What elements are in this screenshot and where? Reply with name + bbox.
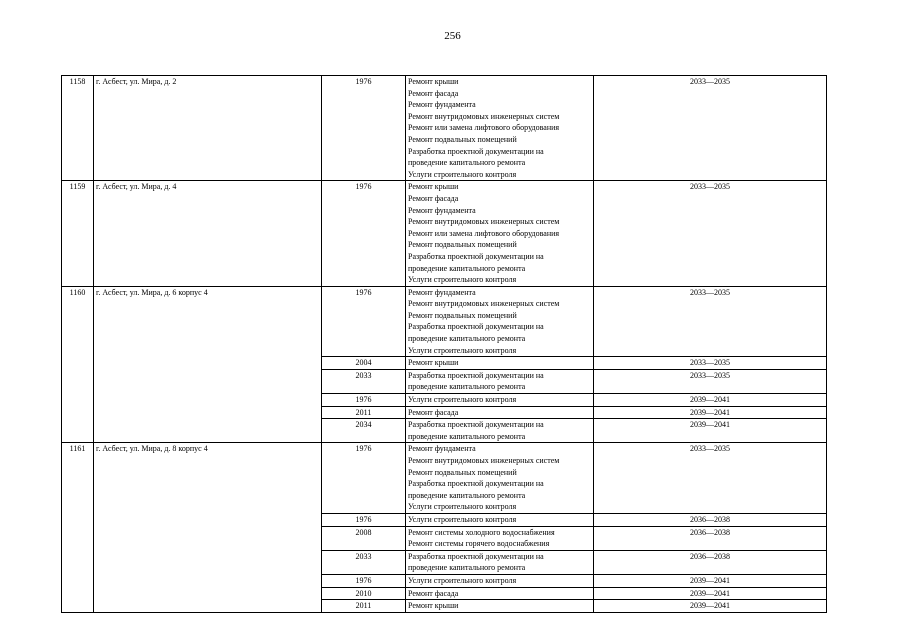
planned-period: 2039—2041 [594,574,827,587]
work-item: Разработка проектной документации на [408,322,544,332]
work-item: Ремонт или замена лифтового оборудования [408,228,560,238]
planned-period: 2036—2038 [594,513,827,526]
table-row [62,443,827,514]
work-item: Ремонт фундамента [408,205,476,215]
work-types [406,357,594,370]
work-item: Разработка проектной документации на [408,420,544,430]
commission-year: 2033 [322,550,406,574]
work-item: Ремонт подвальных помещений [408,467,517,477]
table-row [62,286,827,357]
work-item: Ремонт фасада [408,407,459,417]
work-item: Ремонт подвальных помещений [408,310,517,320]
work-types [406,443,594,514]
work-item: Ремонт фасада [408,588,459,598]
repair-schedule-body [62,76,827,613]
planned-period: 2039—2041 [594,587,827,600]
entry-address: г. Асбест, ул. Мира, д. 6 корпус 4 [94,286,322,443]
repair-schedule-table [61,75,827,613]
planned-period: 2036—2038 [594,526,827,550]
work-item: Разработка проектной документации на [408,479,544,489]
work-types [406,181,594,286]
commission-year: 2004 [322,357,406,370]
work-types [406,369,594,393]
commission-year: 1976 [322,513,406,526]
work-item: Ремонт системы холодного водоснабжения [408,527,555,537]
work-item: Ремонт фундамента [408,287,476,297]
commission-year: 1976 [322,286,406,357]
planned-period: 2039—2041 [594,419,827,443]
entry-number: 1158 [62,76,94,181]
planned-period: 2036—2038 [594,550,827,574]
work-item: Услуги строительного контроля [408,275,517,285]
work-item: Ремонт крыши [408,358,459,368]
commission-year: 1976 [322,181,406,286]
planned-period: 2039—2041 [594,600,827,613]
work-item: Ремонт или замена лифтового оборудования [408,123,560,133]
work-item: Разработка проектной документации на [408,551,544,561]
commission-year: 2011 [322,406,406,419]
work-item: Разработка проектной документации на [408,146,544,156]
planned-period: 2033—2035 [594,286,827,357]
planned-period: 2033—2035 [594,181,827,286]
work-item: проведение капитального ремонта [408,382,526,392]
work-item: Ремонт подвальных помещений [408,134,517,144]
work-types [406,286,594,357]
work-item: Разработка проектной документации на [408,251,544,261]
entry-number: 1159 [62,181,94,286]
work-item: Услуги строительного контроля [408,169,517,179]
planned-period: 2039—2041 [594,406,827,419]
work-item: Ремонт внутридомовых инженерных систем [408,111,560,121]
commission-year: 1976 [322,76,406,181]
work-types [406,587,594,600]
planned-period: 2039—2041 [594,394,827,407]
commission-year: 2011 [322,600,406,613]
work-item: Ремонт крыши [408,182,459,192]
commission-year: 2034 [322,419,406,443]
work-item: проведение капитального ремонта [408,158,526,168]
work-item: Ремонт системы горячего водоснабжения [408,539,550,549]
work-item: Услуги строительного контроля [408,395,517,405]
work-item: Ремонт фасада [408,193,459,203]
work-item: Услуги строительного контроля [408,514,517,524]
work-types [406,419,594,443]
commission-year: 2010 [322,587,406,600]
work-types [406,76,594,181]
table-row [62,76,827,181]
commission-year: 2008 [322,526,406,550]
work-item: Ремонт внутридомовых инженерных систем [408,456,560,465]
planned-period: 2033—2035 [594,357,827,370]
work-item: Ремонт внутридомовых инженерных систем [408,299,560,309]
planned-period: 2033—2035 [594,369,827,393]
entry-number: 1161 [62,443,94,612]
work-item: Ремонт крыши [408,77,459,86]
work-types [406,513,594,526]
entry-address: г. Асбест, ул. Мира, д. 8 корпус 4 [94,443,322,612]
commission-year: 2033 [322,369,406,393]
work-item: Ремонт фундамента [408,100,476,110]
planned-period: 2033—2035 [594,443,827,514]
work-item: Ремонт внутридомовых инженерных систем [408,217,560,227]
work-item: проведение капитального ремонта [408,263,526,273]
commission-year: 1976 [322,574,406,587]
table-row [62,181,827,286]
work-types [406,406,594,419]
commission-year: 1976 [322,443,406,514]
entry-number: 1160 [62,286,94,443]
work-types [406,574,594,587]
work-item: Ремонт подвальных помещений [408,240,517,250]
work-types [406,526,594,550]
work-item: Разработка проектной документации на [408,370,544,380]
work-item: проведение капитального ремонта [408,334,526,344]
work-item: Услуги строительного контроля [408,345,517,355]
planned-period: 2033—2035 [594,76,827,181]
work-item: проведение капитального ремонта [408,431,526,441]
work-item: Ремонт фундамента [408,444,476,454]
work-item: Услуги строительного контроля [408,502,517,512]
work-types [406,550,594,574]
work-item: проведение капитального ремонта [408,563,526,573]
work-types [406,394,594,407]
work-item: Услуги строительного контроля [408,575,517,585]
work-item: Ремонт крыши [408,601,459,611]
entry-address: г. Асбест, ул. Мира, д. 2 [94,76,322,181]
work-types [406,600,594,613]
work-item: проведение капитального ремонта [408,490,526,500]
entry-address: г. Асбест, ул. Мира, д. 4 [94,181,322,286]
page-number: 256 [444,30,461,42]
work-item: Ремонт фасада [408,88,459,98]
commission-year: 1976 [322,394,406,407]
